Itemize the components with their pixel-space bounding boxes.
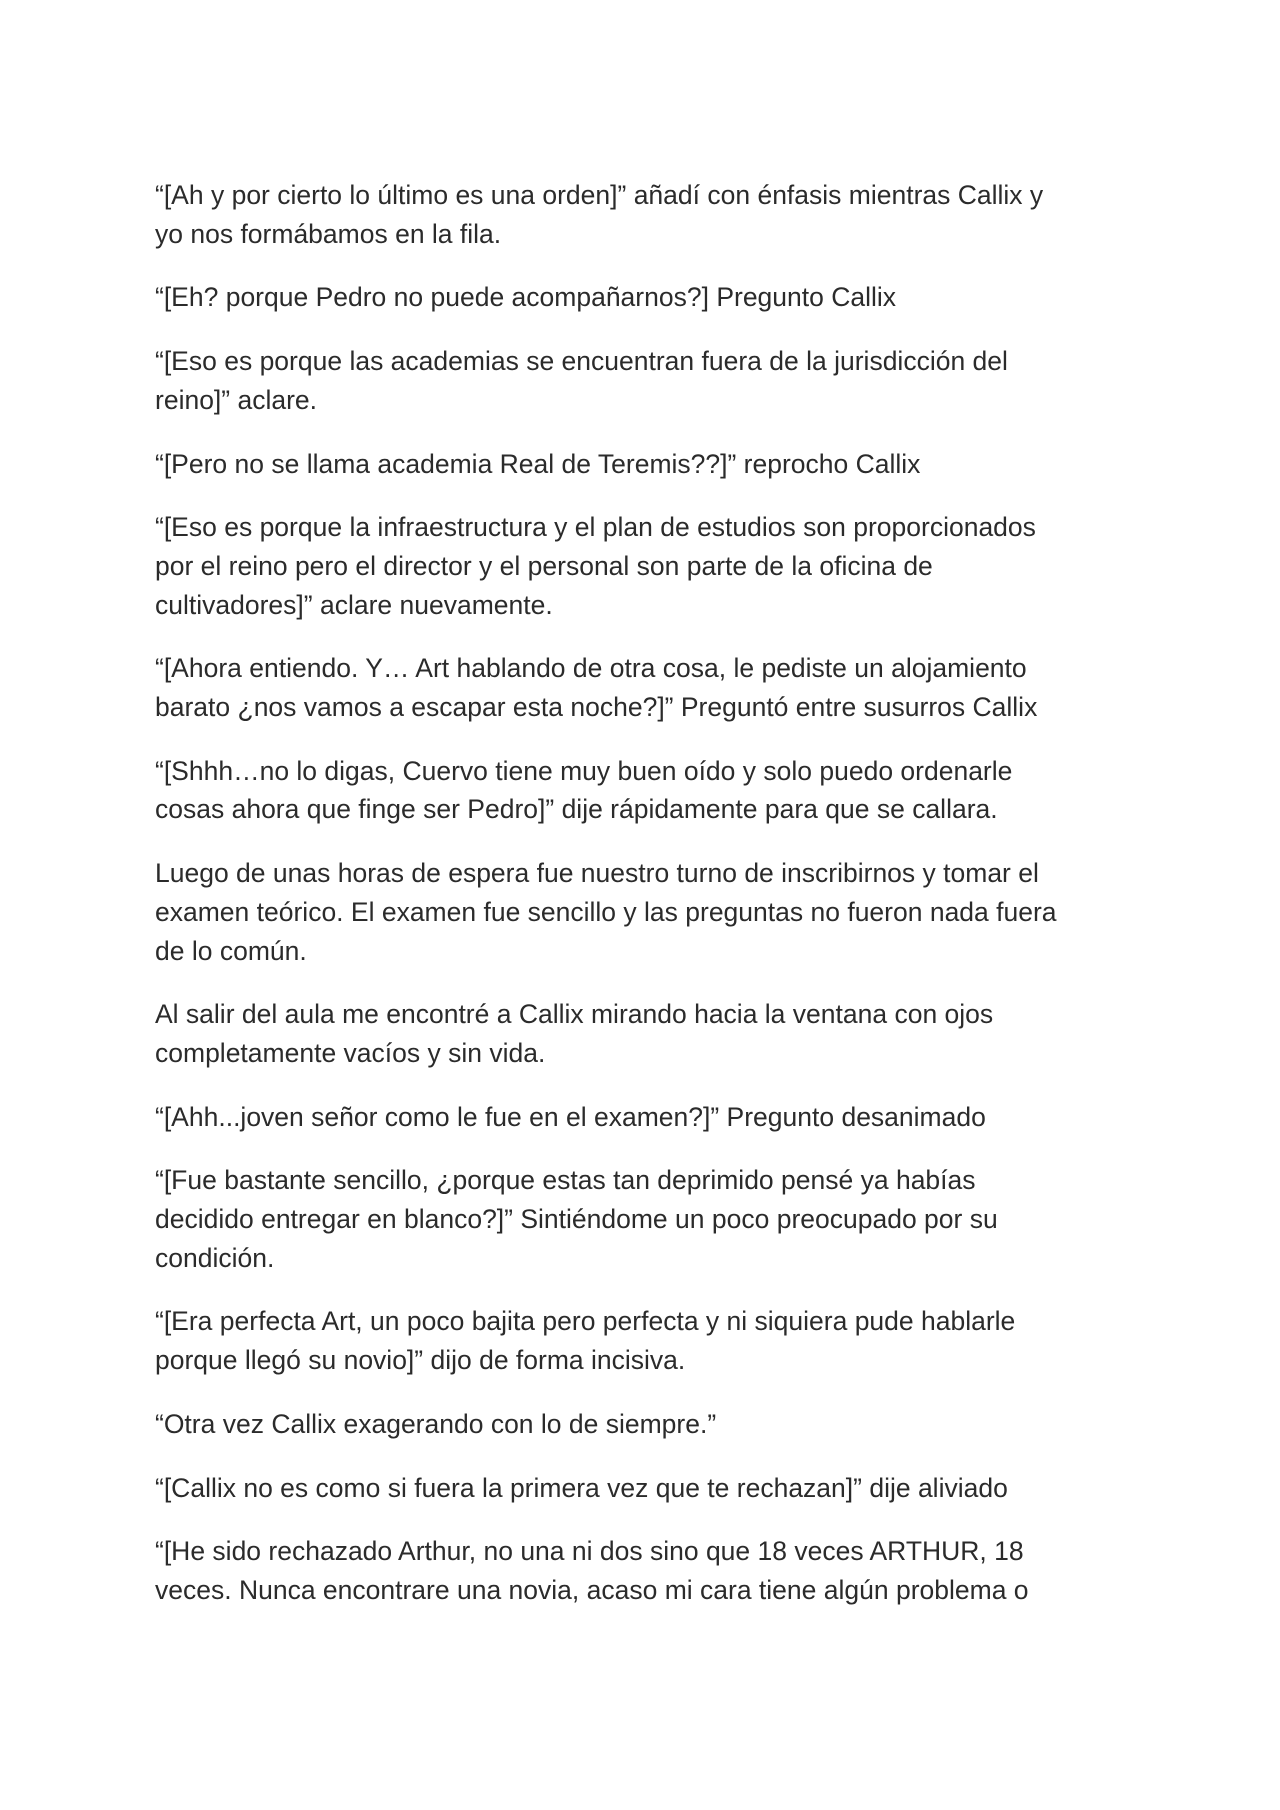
paragraph [155,854,1115,970]
document-body [155,176,1115,1635]
text-line: “[Pero no se llama academia Real de Teremis??]” reprocho Callix [155,448,921,479]
text-line: de lo común. [155,935,307,966]
text-line: cultivadores]” aclare nuevamente. [155,589,553,620]
text-line: “[Eso es porque la infraestructura y el plan de estudios son proporcionados [155,512,1036,543]
text-line: yo nos formábamos en la fila. [155,218,502,249]
paragraph [155,1469,1115,1508]
paragraph [155,1302,1115,1379]
text-line: “[Shhh…no lo digas, Cuervo tiene muy buen oído y solo puedo ordenarle [155,755,1013,786]
paragraph [155,649,1115,726]
text-line: Al salir del aula me encontré a Callix mirando hacia la ventana con ojos [155,999,994,1030]
text-line: “[Fue bastante sencillo, ¿porque estas tan deprimido pensé ya habías [155,1165,976,1196]
text-line: “[Eh? porque Pedro no puede acompañarnos?] Pregunto Callix [155,282,897,313]
text-line: “[Ahora entiendo. Y… Art hablando de otra cosa, le pediste un alojamiento [155,653,1027,684]
text-line: cosas ahora que finge ser Pedro]” dije rápidamente para que se callara. [155,794,998,825]
paragraph [155,508,1115,624]
paragraph [155,1161,1115,1277]
paragraph [155,445,1115,484]
text-line: porque llegó su novio]” dijo de forma incisiva. [155,1345,686,1376]
paragraph [155,1098,1115,1137]
text-line: examen teórico. El examen fue sencillo y las preguntas no fueron nada fuera [155,896,1057,927]
text-line: “[He sido rechazado Arthur, no una ni dos sino que 18 veces ARTHUR, 18 [155,1536,1024,1567]
paragraph [155,342,1115,419]
paragraph [155,278,1115,317]
paragraph [155,1405,1115,1444]
text-line: “[Era perfecta Art, un poco bajita pero perfecta y ni siquiera pude hablarle [155,1306,1016,1337]
paragraph [155,176,1115,253]
text-line: “[Ahh...joven señor como le fue en el examen?]” Pregunto desanimado [155,1101,986,1132]
text-line: decidido entregar en blanco?]” Sintiéndome un poco preocupado por su [155,1204,998,1235]
text-line: Luego de unas horas de espera fue nuestro turno de inscribirnos y tomar el [155,858,1039,889]
text-line: “[Eso es porque las academias se encuentran fuera de la jurisdicción del [155,346,1008,377]
text-line: “Otra vez Callix exagerando con lo de siempre.” [155,1408,717,1439]
paragraph [155,752,1115,829]
text-line: completamente vacíos y sin vida. [155,1037,546,1068]
paragraph [155,1532,1115,1609]
text-line: por el reino pero el director y el personal son parte de la oficina de [155,550,933,581]
text-line: veces. Nunca encontrare una novia, acaso mi cara tiene algún problema o [155,1574,1029,1605]
text-line: barato ¿nos vamos a escapar esta noche?]” Preguntó entre susurros Callix [155,692,1038,723]
text-line: reino]” aclare. [155,384,318,415]
text-line: “[Ah y por cierto lo último es una orden]” añadí con énfasis mientras Callix y [155,180,1044,210]
paragraph [155,995,1115,1072]
text-line: “[Callix no es como si fuera la primera vez que te rechazan]” dije aliviado [155,1472,1008,1503]
text-line: condición. [155,1242,275,1273]
